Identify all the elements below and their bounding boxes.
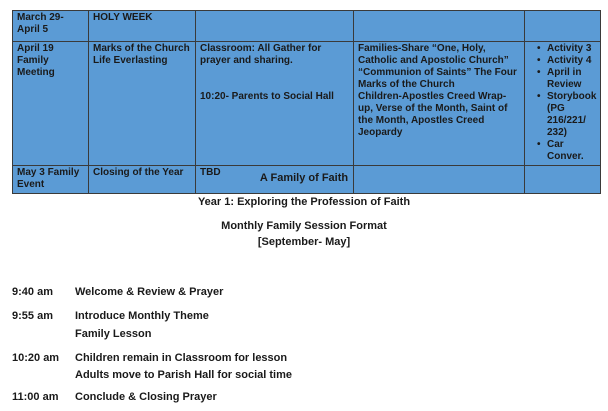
classroom-note: 10:20- Parents to Social Hall [200,91,334,102]
table-row [13,42,601,166]
resource-list [529,43,596,163]
classroom-cell [196,11,354,42]
schedule-time: 10:20 am [12,352,60,364]
schedule-time: 11:00 am [12,391,59,403]
resource-item: • Activity 4 [539,55,596,67]
date-cell: May 3 Family Event [13,166,89,194]
family-cell [354,42,525,166]
classroom-text: Classroom: All Gather for prayer and sharing. [200,43,322,66]
classroom-cell [196,42,354,166]
resources-cell [525,11,601,42]
resources-cell [525,42,601,166]
classroom-cell: TBD [196,166,354,194]
document-title: A Family of Faith [259,172,349,184]
resource-item: • Car Conver. [539,139,596,163]
schedule-activity: Family Lesson [75,328,152,340]
schedule-time: 9:40 am [12,286,53,298]
schedule-activity: Conclude & Closing Prayer [75,391,217,403]
family-text: Families-Share “One, Holy, Catholic and Apostolic Church” “Communion of Saints” The Four Marks of the Church [358,43,517,90]
resource-item: • April in Review [539,67,596,91]
schedule-time: 9:55 am [12,310,53,322]
family-cell [354,11,525,42]
theme-cell: Marks of the Church Life Everlasting [89,42,196,166]
table-row [13,11,601,42]
theme-cell: Closing of the Year [89,166,196,194]
date-cell: March 29- April 5 [13,11,89,42]
schedule-activity: Introduce Monthly Theme [75,310,209,322]
format-heading: Monthly Family Session Format [221,220,387,232]
lesson-plan-table [12,10,601,194]
schedule-activity: Children remain in Classroom for lesson [75,352,288,364]
months-range: [September- May] [257,236,351,248]
schedule-activity: Welcome & Review & Prayer [75,286,224,298]
year-subtitle: Year 1: Exploring the Profession of Faith [197,196,411,208]
schedule-activity: Adults move to Parish Hall for social time [75,369,292,381]
date-cell: April 19 Family Meeting [13,42,89,166]
resource-item: • Activity 3 [539,43,596,55]
resource-item: • Storybook (PG 216/221/ 232) [539,91,596,139]
theme-cell: HOLY WEEK [89,11,196,42]
family-note: Children-Apostles Creed Wrap-up, Verse of the Month, Saint of the Month, Apostles Creed Jeopardy [358,91,508,138]
